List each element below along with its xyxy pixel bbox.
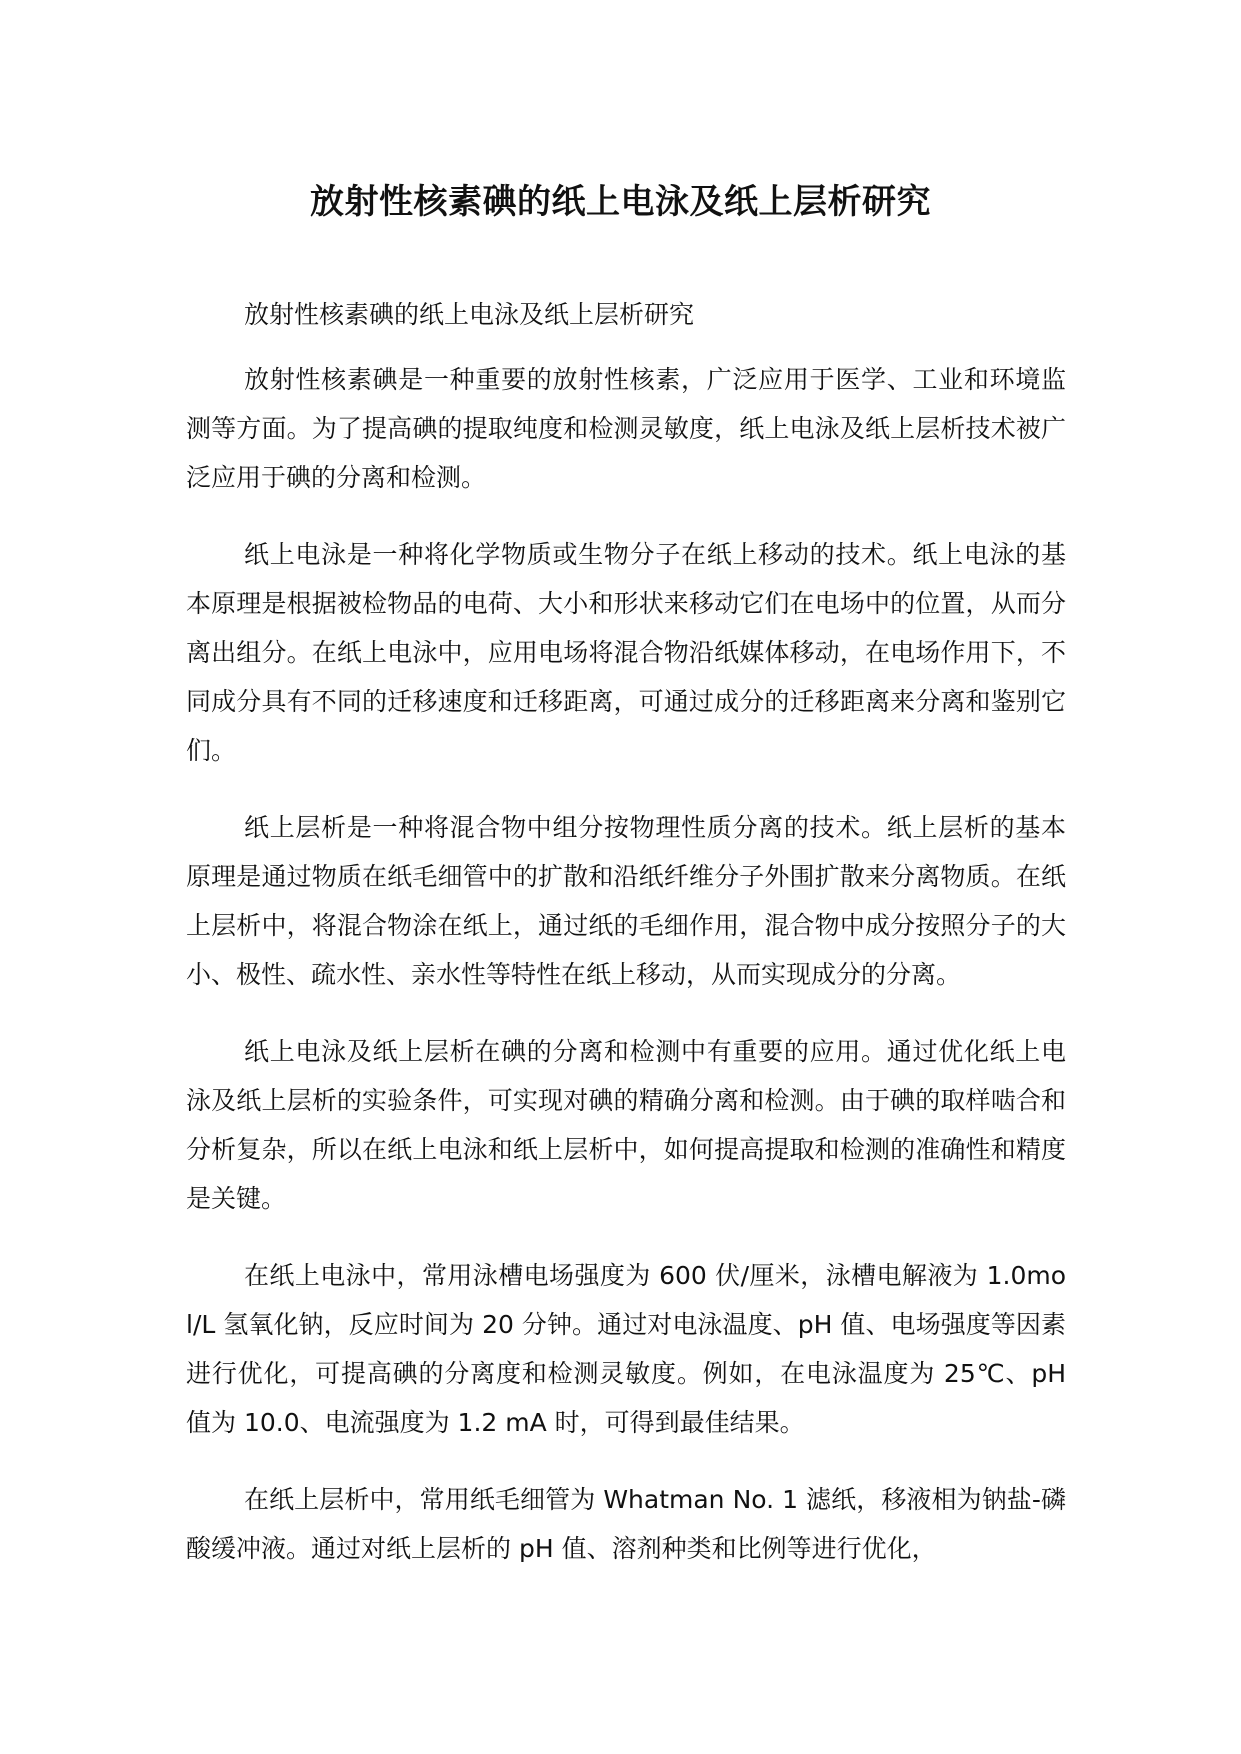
subtitle-paragraph: 放射性核素碘的纸上电泳及纸上层析研究 [244, 300, 695, 329]
electrophoresis-paragraph: 纸上电泳是一种将化学物质或生物分子在纸上移动的技术。纸上电泳的基本原理是根据被检物品的电荷、大小和形状来移动它们在电场中的位置，从而分离出组分。在纸上电泳中，应用电场将混合物沿纸媒体移动，在电场作用下，不同成分具有不同的迁移速度和迁移距离，可通过成分的迁移距离来分离和鉴别它们。 [186, 540, 1066, 765]
chromatography-conditions-paragraph: 在纸上层析中，常用纸毛细管为 Whatman No. 1 滤纸，移液相为钠盐-磷酸缓冲液。通过对纸上层析的 pH 值、溶剂种类和比例等进行优化， [186, 1485, 1066, 1563]
document-body [186, 290, 1066, 1601]
application-paragraph: 纸上电泳及纸上层析在碘的分离和检测中有重要的应用。通过优化纸上电泳及纸上层析的实验条件，可实现对碘的精确分离和检测。由于碘的取样啮合和分析复杂，所以在纸上电泳和纸上层析中，如何提高提取和检测的准确性和精度是关键。 [186, 1037, 1066, 1213]
intro-paragraph: 放射性核素碘是一种重要的放射性核素，广泛应用于医学、工业和环境监测等方面。为了提高碘的提取纯度和检测灵敏度，纸上电泳及纸上层析技术被广泛应用于碘的分离和检测。 [186, 365, 1066, 492]
electrophoresis-conditions-paragraph: 在纸上电泳中，常用泳槽电场强度为 600 伏/厘米，泳槽电解液为 1.0mol/L 氢氧化钠，反应时间为 20 分钟。通过对电泳温度、pH 值、电场强度等因素进行优化，可提高碘的分离度和检测灵敏度。例如，在电泳温度为 25℃、pH 值为 10.0、电流强度为 1.2 mA 时，可得到最佳结果。 [186, 1261, 1066, 1437]
document-title: 放射性核素碘的纸上电泳及纸上层析研究 [310, 182, 931, 222]
chromatography-paragraph: 纸上层析是一种将混合物中组分按物理性质分离的技术。纸上层析的基本原理是通过物质在纸毛细管中的扩散和沿纸纤维分子外围扩散来分离物质。在纸上层析中，将混合物涂在纸上，通过纸的毛细作用，混合物中成分按照分子的大小、极性、疏水性、亲水性等特性在纸上移动，从而实现成分的分离。 [186, 813, 1066, 989]
